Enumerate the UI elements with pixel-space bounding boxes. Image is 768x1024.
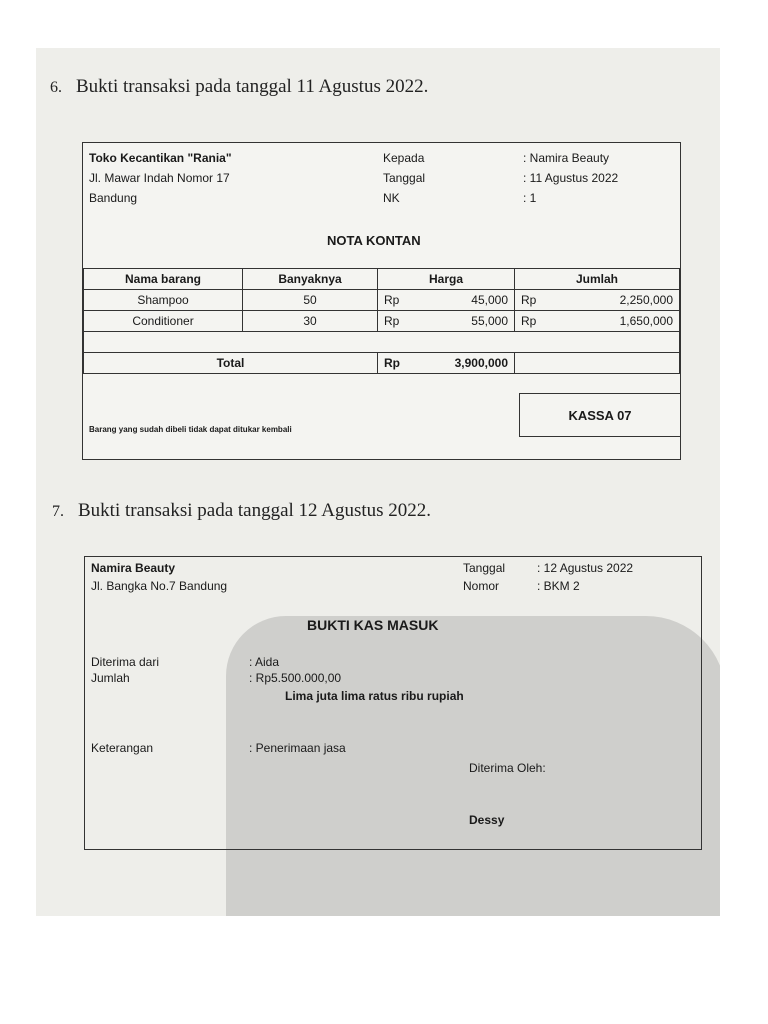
cell-qty: 30 [243,311,378,332]
total-empty-cell [515,353,680,374]
field-label-nomor: Nomor [463,579,500,593]
field-label-tanggal: Tanggal [463,561,506,575]
field-value-nomor: : BKM 2 [537,579,580,593]
shop-name: Toko Kecantikan "Rania" [89,151,232,165]
section-7-title: Bukti transaksi pada tanggal 12 Agustus 2022. [78,500,432,521]
return-policy-note: Barang yang sudah dibeli tidak dapat ditukar kembali [89,425,292,434]
table-row [84,290,680,311]
col-banyaknya: Banyaknya [243,269,378,290]
scanned-page [36,48,720,916]
cell-amount [515,290,680,311]
amount-value: 2,250,000 [619,293,673,307]
currency-label: Rp [384,314,400,328]
field-label-kepada: Kepada [383,151,425,165]
received-by-name: Dessy [469,813,505,827]
field-value-tanggal: : 12 Agustus 2022 [537,561,634,575]
amount-label: Jumlah [91,671,130,685]
field-value-nk: : 1 [523,191,537,205]
amount-in-words: Lima juta lima ratus ribu rupiah [285,689,464,703]
description-label: Keterangan [91,741,154,755]
cell-price [378,290,515,311]
col-nama-barang: Nama barang [84,269,243,290]
kassa-stamp: KASSA 07 [519,393,681,437]
section-6-number: 6. [50,79,62,96]
currency-label: Rp [521,293,537,307]
currency-label: Rp [521,314,537,328]
field-label-nk: NK [383,191,400,205]
total-value: 3,900,000 [454,356,508,370]
description-value: : Penerimaan jasa [249,741,346,755]
field-value-kepada: : Namira Beauty [523,151,610,165]
bukti-kas-masuk-receipt [84,556,702,850]
table-spacer-row [84,332,680,353]
company-address: Jl. Bangka No.7 Bandung [91,579,228,593]
total-value-cell [378,353,515,374]
cell-price [378,311,515,332]
received-from-value: : Aida [249,655,280,669]
cell-qty: 50 [243,290,378,311]
amount-value: 1,650,000 [619,314,673,328]
cell-amount [515,311,680,332]
received-by-label: Diterima Oleh: [469,761,546,775]
shop-address-line2: Bandung [89,191,138,205]
table-header-row [84,269,680,290]
section-7-number: 7. [52,503,64,520]
section-7-heading [52,500,431,522]
section-6-heading [50,76,428,98]
col-harga: Harga [378,269,515,290]
currency-label: Rp [384,293,400,307]
total-label: Total [84,353,378,374]
total-currency: Rp [384,356,400,370]
received-from-label: Diterima dari [91,655,160,669]
field-label-tanggal: Tanggal [383,171,426,185]
company-name: Namira Beauty [91,561,176,575]
field-value-tanggal: : 11 Agustus 2022 [523,171,619,185]
nota-kontan-receipt [82,142,681,460]
cell-item: Conditioner [84,311,243,332]
table-row [84,311,680,332]
amount-value: : Rp5.500.000,00 [249,671,342,685]
items-table [83,268,680,374]
bukti-kas-masuk-title: BUKTI KAS MASUK [307,617,439,633]
section-6-title: Bukti transaksi pada tanggal 11 Agustus 2022. [76,76,429,97]
nota-kontan-title: NOTA KONTAN [327,233,421,248]
col-jumlah: Jumlah [515,269,680,290]
shop-address-line1: Jl. Mawar Indah Nomor 17 [89,171,230,185]
cell-item: Shampoo [84,290,243,311]
price-value: 45,000 [471,293,508,307]
total-row [84,353,680,374]
price-value: 55,000 [471,314,508,328]
